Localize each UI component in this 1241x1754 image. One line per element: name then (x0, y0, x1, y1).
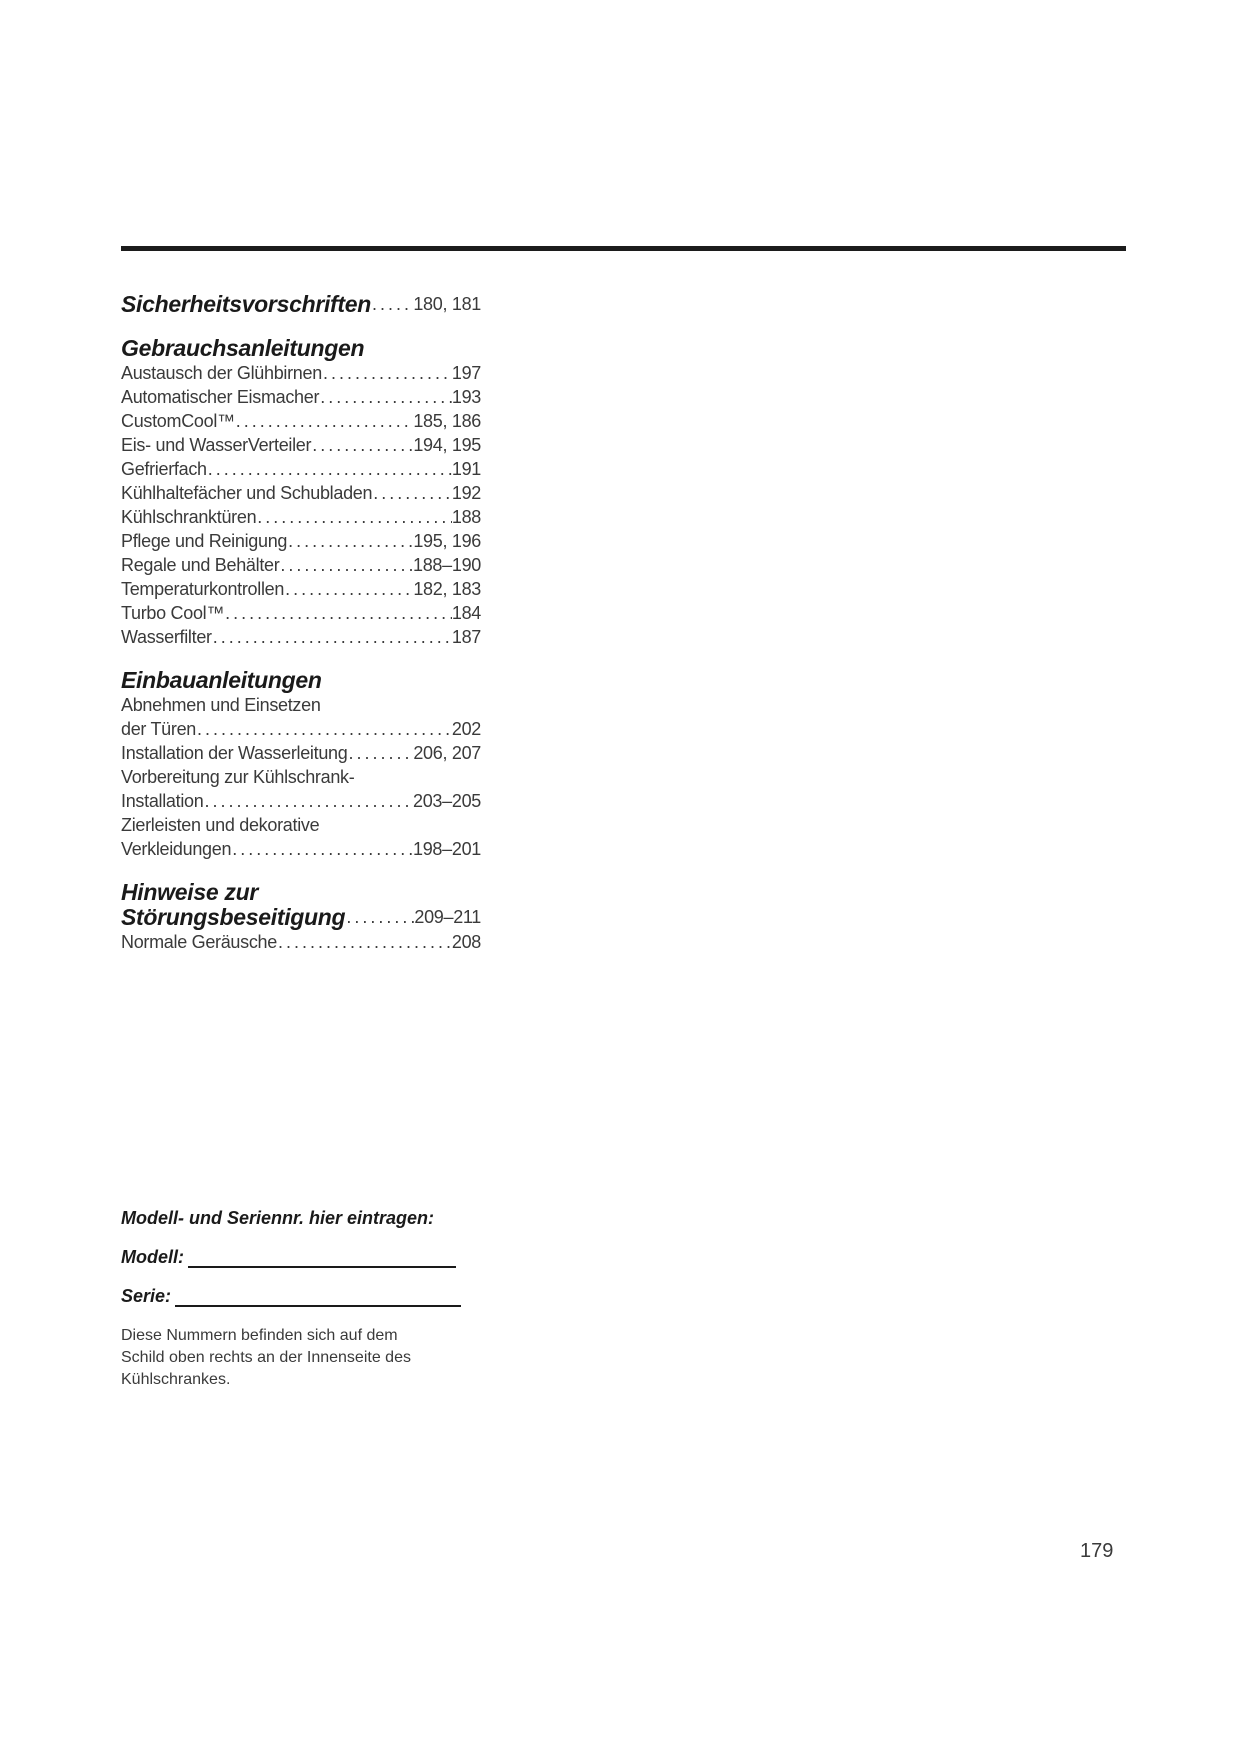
model-field (121, 1247, 481, 1268)
toc-entry[interactable] (121, 905, 481, 930)
toc-entry[interactable] (121, 292, 481, 317)
entry-label: Temperaturkontrollen (121, 579, 285, 599)
model-label: Modell: (121, 1247, 184, 1267)
entry-label: CustomCool™ (121, 411, 235, 431)
page-ref: 187 (451, 627, 481, 647)
leader-dots (256, 505, 452, 529)
leader-dots (235, 409, 414, 433)
toc-entry[interactable] (121, 553, 481, 577)
table-of-contents (121, 292, 481, 973)
leader-dots (196, 717, 452, 741)
page-ref: 198–201 (413, 839, 481, 859)
page-ref: 197 (451, 363, 481, 383)
entry-label: Zierleisten und dekorative (121, 815, 320, 835)
leader-dots (231, 837, 413, 861)
serie-label: Serie: (121, 1286, 172, 1306)
page-ref: 209–211 (414, 907, 481, 927)
leader-dots (284, 577, 413, 601)
toc-entry[interactable] (121, 385, 481, 409)
serie-field (121, 1286, 481, 1307)
entry-label: Vorbereitung zur Kühlschrank- (121, 767, 355, 787)
leader-dots (279, 553, 413, 577)
section-heading: Gebrauchsanleitungen (121, 335, 365, 361)
toc-entry[interactable] (121, 481, 481, 505)
toc-section-gebrauch (121, 336, 481, 649)
leader-dots (207, 457, 452, 481)
location-note: Diese Nummern befinden sich auf dem Schild oben rechts an der Innenseite des Kühlschrankes. (121, 1327, 411, 1388)
leader-dots (287, 529, 413, 553)
page-number: 179 (1080, 1540, 1114, 1562)
section-heading: Sicherheitsvorschriften (121, 291, 372, 317)
entry-label: Regale und Behälter (121, 555, 280, 575)
toc-entry[interactable] (121, 433, 481, 457)
leader-dots (203, 789, 413, 813)
entry-label: Austausch der Glühbirnen (121, 363, 322, 383)
entry-label: Automatischer Eismacher (121, 387, 320, 407)
toc-entry[interactable] (121, 361, 481, 385)
page-ref: 191 (451, 459, 481, 479)
leader-dots (311, 433, 413, 457)
toc-entry[interactable] (121, 789, 481, 813)
entry-label: Turbo Cool™ (121, 603, 225, 623)
entry-label: der Türen (121, 719, 197, 739)
page-ref: 193 (451, 387, 481, 407)
page-ref: 182, 183 (413, 579, 481, 599)
toc-entry[interactable] (121, 837, 481, 861)
top-rule (121, 246, 1126, 251)
entry-label: Wasserfilter (121, 627, 212, 647)
entry-label: Abnehmen und Einsetzen (121, 695, 321, 715)
section-heading: Einbauanleitungen (121, 667, 322, 693)
page-ref: 206, 207 (413, 743, 481, 763)
toc-entry[interactable] (121, 601, 481, 625)
entry-label: Eis- und WasserVerteiler (121, 435, 312, 455)
toc-entry[interactable] (121, 930, 481, 954)
leader-dots (277, 930, 452, 954)
page-ref: 195, 196 (413, 531, 481, 551)
toc-section-einbau (121, 668, 481, 861)
entry-label: Installation der Wasserleitung (121, 743, 348, 763)
page-ref: 208 (451, 932, 481, 952)
page-ref: 192 (451, 483, 481, 503)
model-serial-block (121, 1208, 481, 1391)
page-ref: 194, 195 (413, 435, 481, 455)
leader-dots (322, 361, 452, 385)
toc-entry[interactable] (121, 457, 481, 481)
serie-input-line[interactable] (175, 1287, 461, 1307)
leader-dots (372, 481, 452, 505)
page-ref: 185, 186 (413, 411, 481, 431)
leader-dots (347, 741, 413, 765)
entry-label: Installation (121, 791, 204, 811)
section-heading: Hinweise zur (121, 879, 258, 905)
toc-entry[interactable] (121, 625, 481, 649)
toc-entry[interactable] (121, 409, 481, 433)
entry-label: Verkleidungen (121, 839, 232, 859)
page-ref: 188 (451, 507, 481, 527)
toc-entry[interactable] (121, 577, 481, 601)
leader-dots (319, 385, 452, 409)
toc-entry[interactable] (121, 717, 481, 741)
page-ref: 180, 181 (413, 294, 481, 314)
toc-entry[interactable] (121, 529, 481, 553)
section-heading: Störungsbeseitigung (121, 904, 346, 930)
leader-dots (212, 625, 452, 649)
entry-label: Normale Geräusche (121, 932, 277, 952)
toc-entry[interactable] (121, 741, 481, 765)
leader-dots (371, 292, 413, 317)
page-ref: 202 (451, 719, 481, 739)
page-ref: 188–190 (413, 555, 481, 575)
model-input-line[interactable] (188, 1248, 456, 1268)
toc-section-stoerung (121, 880, 481, 954)
entry-label: Kühlhaltefächer und Schubladen (121, 483, 373, 503)
entry-label: Gefrierfach (121, 459, 207, 479)
entry-label: Pflege und Reinigung (121, 531, 288, 551)
toc-entry[interactable] (121, 505, 481, 529)
page-ref: 203–205 (413, 791, 481, 811)
leader-dots (345, 905, 414, 930)
toc-section-sicherheit (121, 292, 481, 317)
model-serial-title: Modell- und Seriennr. hier eintragen: (121, 1208, 435, 1228)
entry-label: Kühlschranktüren (121, 507, 257, 527)
page-ref: 184 (451, 603, 481, 623)
leader-dots (224, 601, 452, 625)
